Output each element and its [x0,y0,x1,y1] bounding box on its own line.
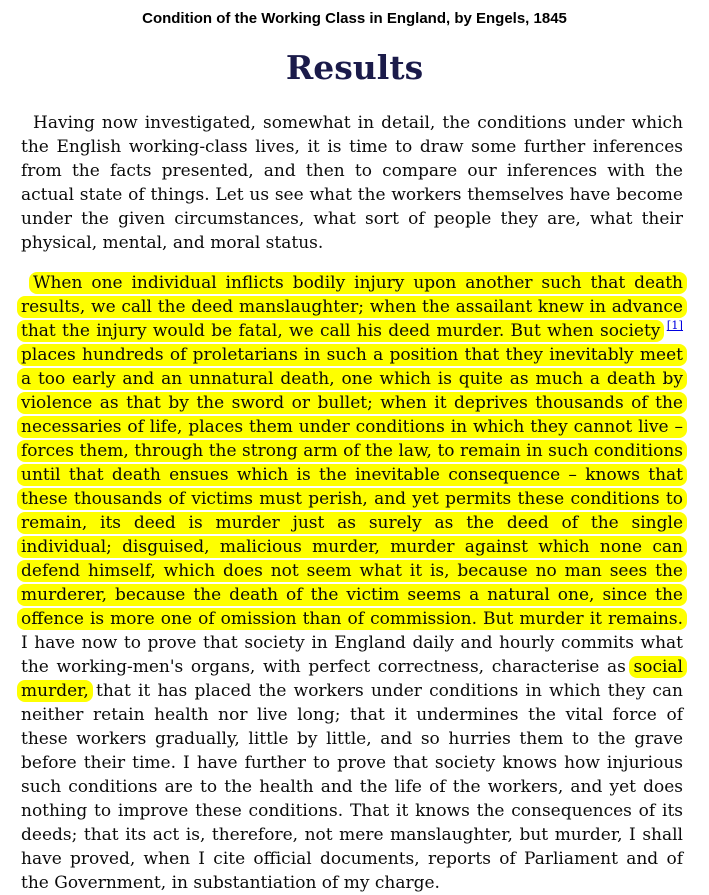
document-header-title: Condition of the Working Class in England, by Engels, 1845 [142,10,567,27]
paragraph-intro: Having now investigated, somewhat in detail, the conditions under which the English working-class lives, it is time to draw some further inferences from the facts presented, and then to compare our inferences with the actual state of things. Let us see what the workers themselves have become under the given circumstances, what sort of people they are, what their physical, mental, and moral status. [21,113,683,253]
footnote-ref [667,317,683,333]
paragraph-main [21,271,683,895]
highlighted-text: social murder, [17,656,687,702]
page-title: Results [285,48,424,87]
paragraph-text: that it has placed the workers under conditions in which they can neither retain health nor live long; that it undermines the vital force of these workers gradually, little by little, and so hurries them to the grave before their time. I have further to prove that society knows how injurious such conditions are to the health and the life of the workers, and yet does nothing to improve these conditions. That it knows the consequences of its deeds; that its act is, therefore, not mere manslaughter, but murder, I shall have proved, when I cite official documents, reports of Parliament and of the Government, in substantiation of my charge. [21,681,683,893]
highlighted-text: When one individual inflicts bodily injury upon another such that death results, we call the deed manslaughter; when the assailant knew in advance that the injury would be fatal, we call his deed murder. But when society [17,272,687,342]
footnote-link[interactable]: [1] [666,318,684,333]
highlighted-text: places hundreds of proletarians in such a position that they inevitably meet a too early and an unnatural death, one which is quite as much a death by violence as that by the sword or bullet; when it deprives thousands of the necessaries of life, places them under conditions in which they cannot live – forces them, through the strong arm of the law, to remain in such conditions until that death ensues which is the inevitable consequence – knows that these thousands of victims must perish, and yet permits these conditions to remain, its deed is murder just as surely as the deed of the single individual; disguised, malicious murder, murder against which none can defend himself, which does not seem what it is, because no man sees the murderer, because the death of the victim seems a natural one, since the offence is more one of omission than of commission. But murder it remains. [17,344,687,630]
paragraph-text: I have now to prove that society in England daily and hourly commits what the working-men's organs, with perfect correctness, characterise as [21,633,683,677]
